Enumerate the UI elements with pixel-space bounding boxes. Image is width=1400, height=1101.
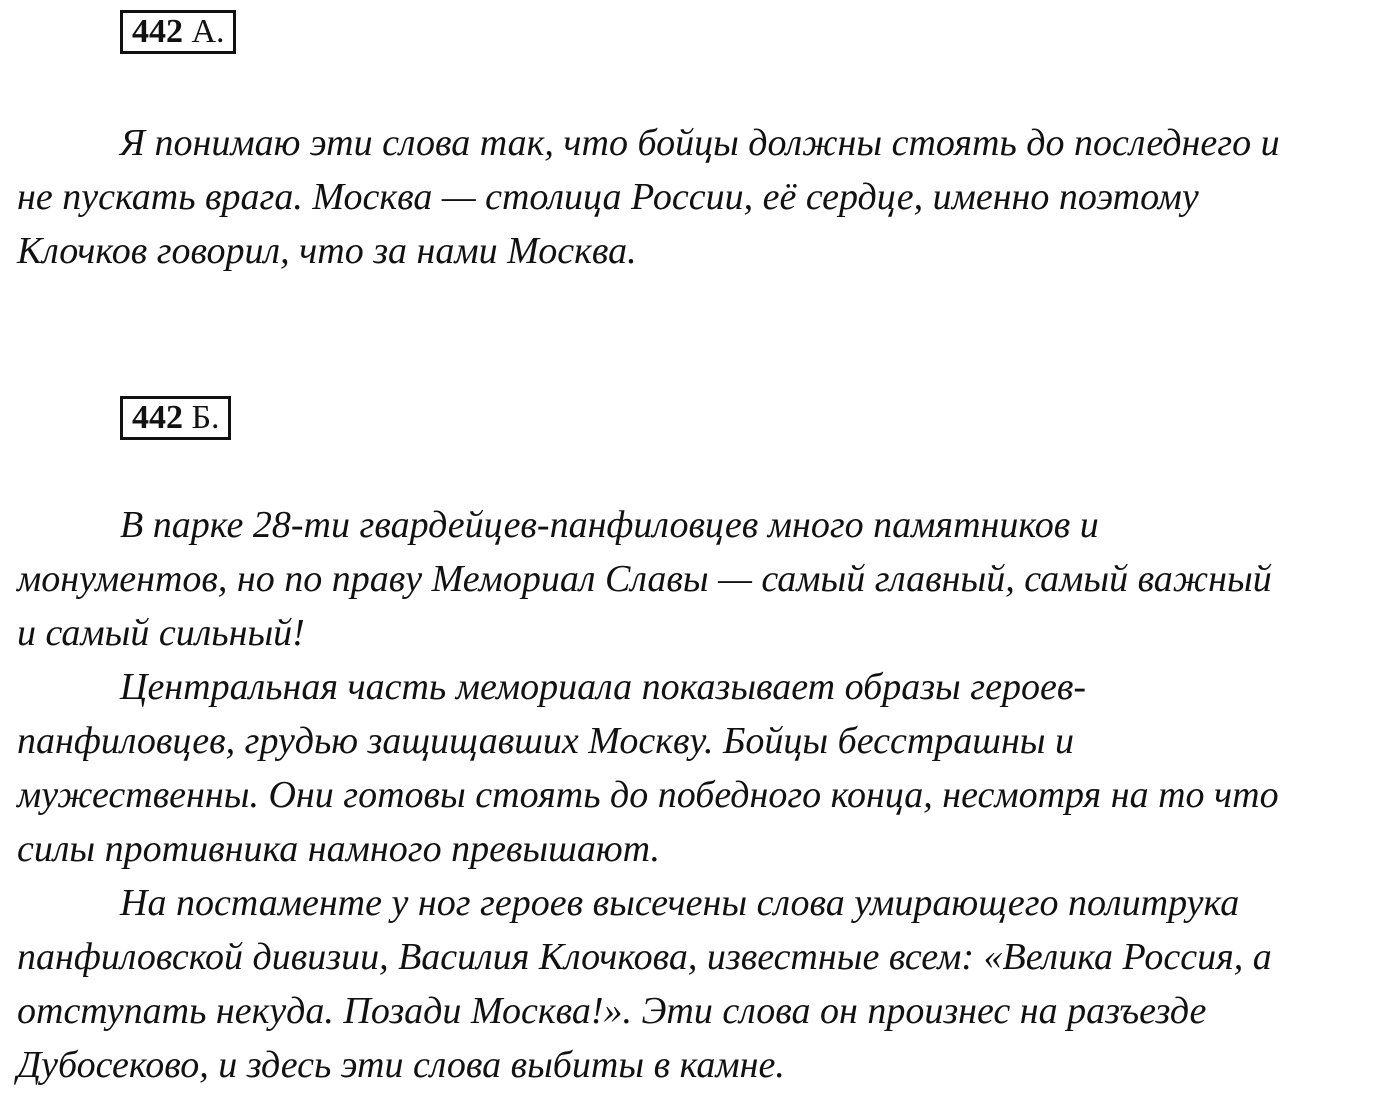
section-label-442a: [120, 10, 236, 54]
text-line: силы противника намного превышают.: [17, 828, 661, 870]
text-line: отступать некуда. Позади Москва!». Эти слова он произнес на разъезде: [17, 990, 1207, 1032]
answer-text-442a: [17, 116, 1385, 278]
text-line: мужественны. Они готовы стоять до победного конца, несмотря на то что: [17, 774, 1279, 816]
section-number: 442: [132, 399, 183, 436]
text-line: Центральная часть мемориала показывает образы героев-: [120, 666, 1086, 708]
text-line: панфиловской дивизии, Василия Клочкова, известные всем: «Велика Россия, а: [17, 936, 1272, 978]
section-letter: Б.: [191, 399, 220, 436]
paragraph: [17, 116, 1385, 278]
section-letter: А.: [191, 13, 225, 50]
section-label-442b: [120, 396, 231, 440]
paragraph: [17, 498, 1385, 660]
answer-text-442b: [17, 498, 1385, 1092]
text-line: монументов, но по праву Мемориал Славы — самый главный, самый важный: [17, 558, 1272, 600]
paragraph: [17, 876, 1385, 1092]
text-line: и самый сильный!: [17, 612, 305, 654]
paragraph: [17, 660, 1385, 876]
text-line: не пускать врага. Москва — столица России, её сердце, именно поэтому: [17, 176, 1199, 218]
text-line: На постаменте у ног героев высечены слова умирающего политрука: [120, 882, 1240, 924]
text-line: Дубосеково, и здесь эти слова выбиты в камне.: [17, 1044, 785, 1086]
text-line: В парке 28-ти гвардейцев-панфиловцев много памятников и: [120, 504, 1099, 546]
text-line: панфиловцев, грудью защищавших Москву. Бойцы бесстрашны и: [17, 720, 1075, 762]
section-number: 442: [132, 13, 183, 50]
text-line: Я понимаю эти слова так, что бойцы должны стоять до последнего и: [120, 122, 1280, 164]
text-line: Клочков говорил, что за нами Москва.: [17, 230, 637, 272]
